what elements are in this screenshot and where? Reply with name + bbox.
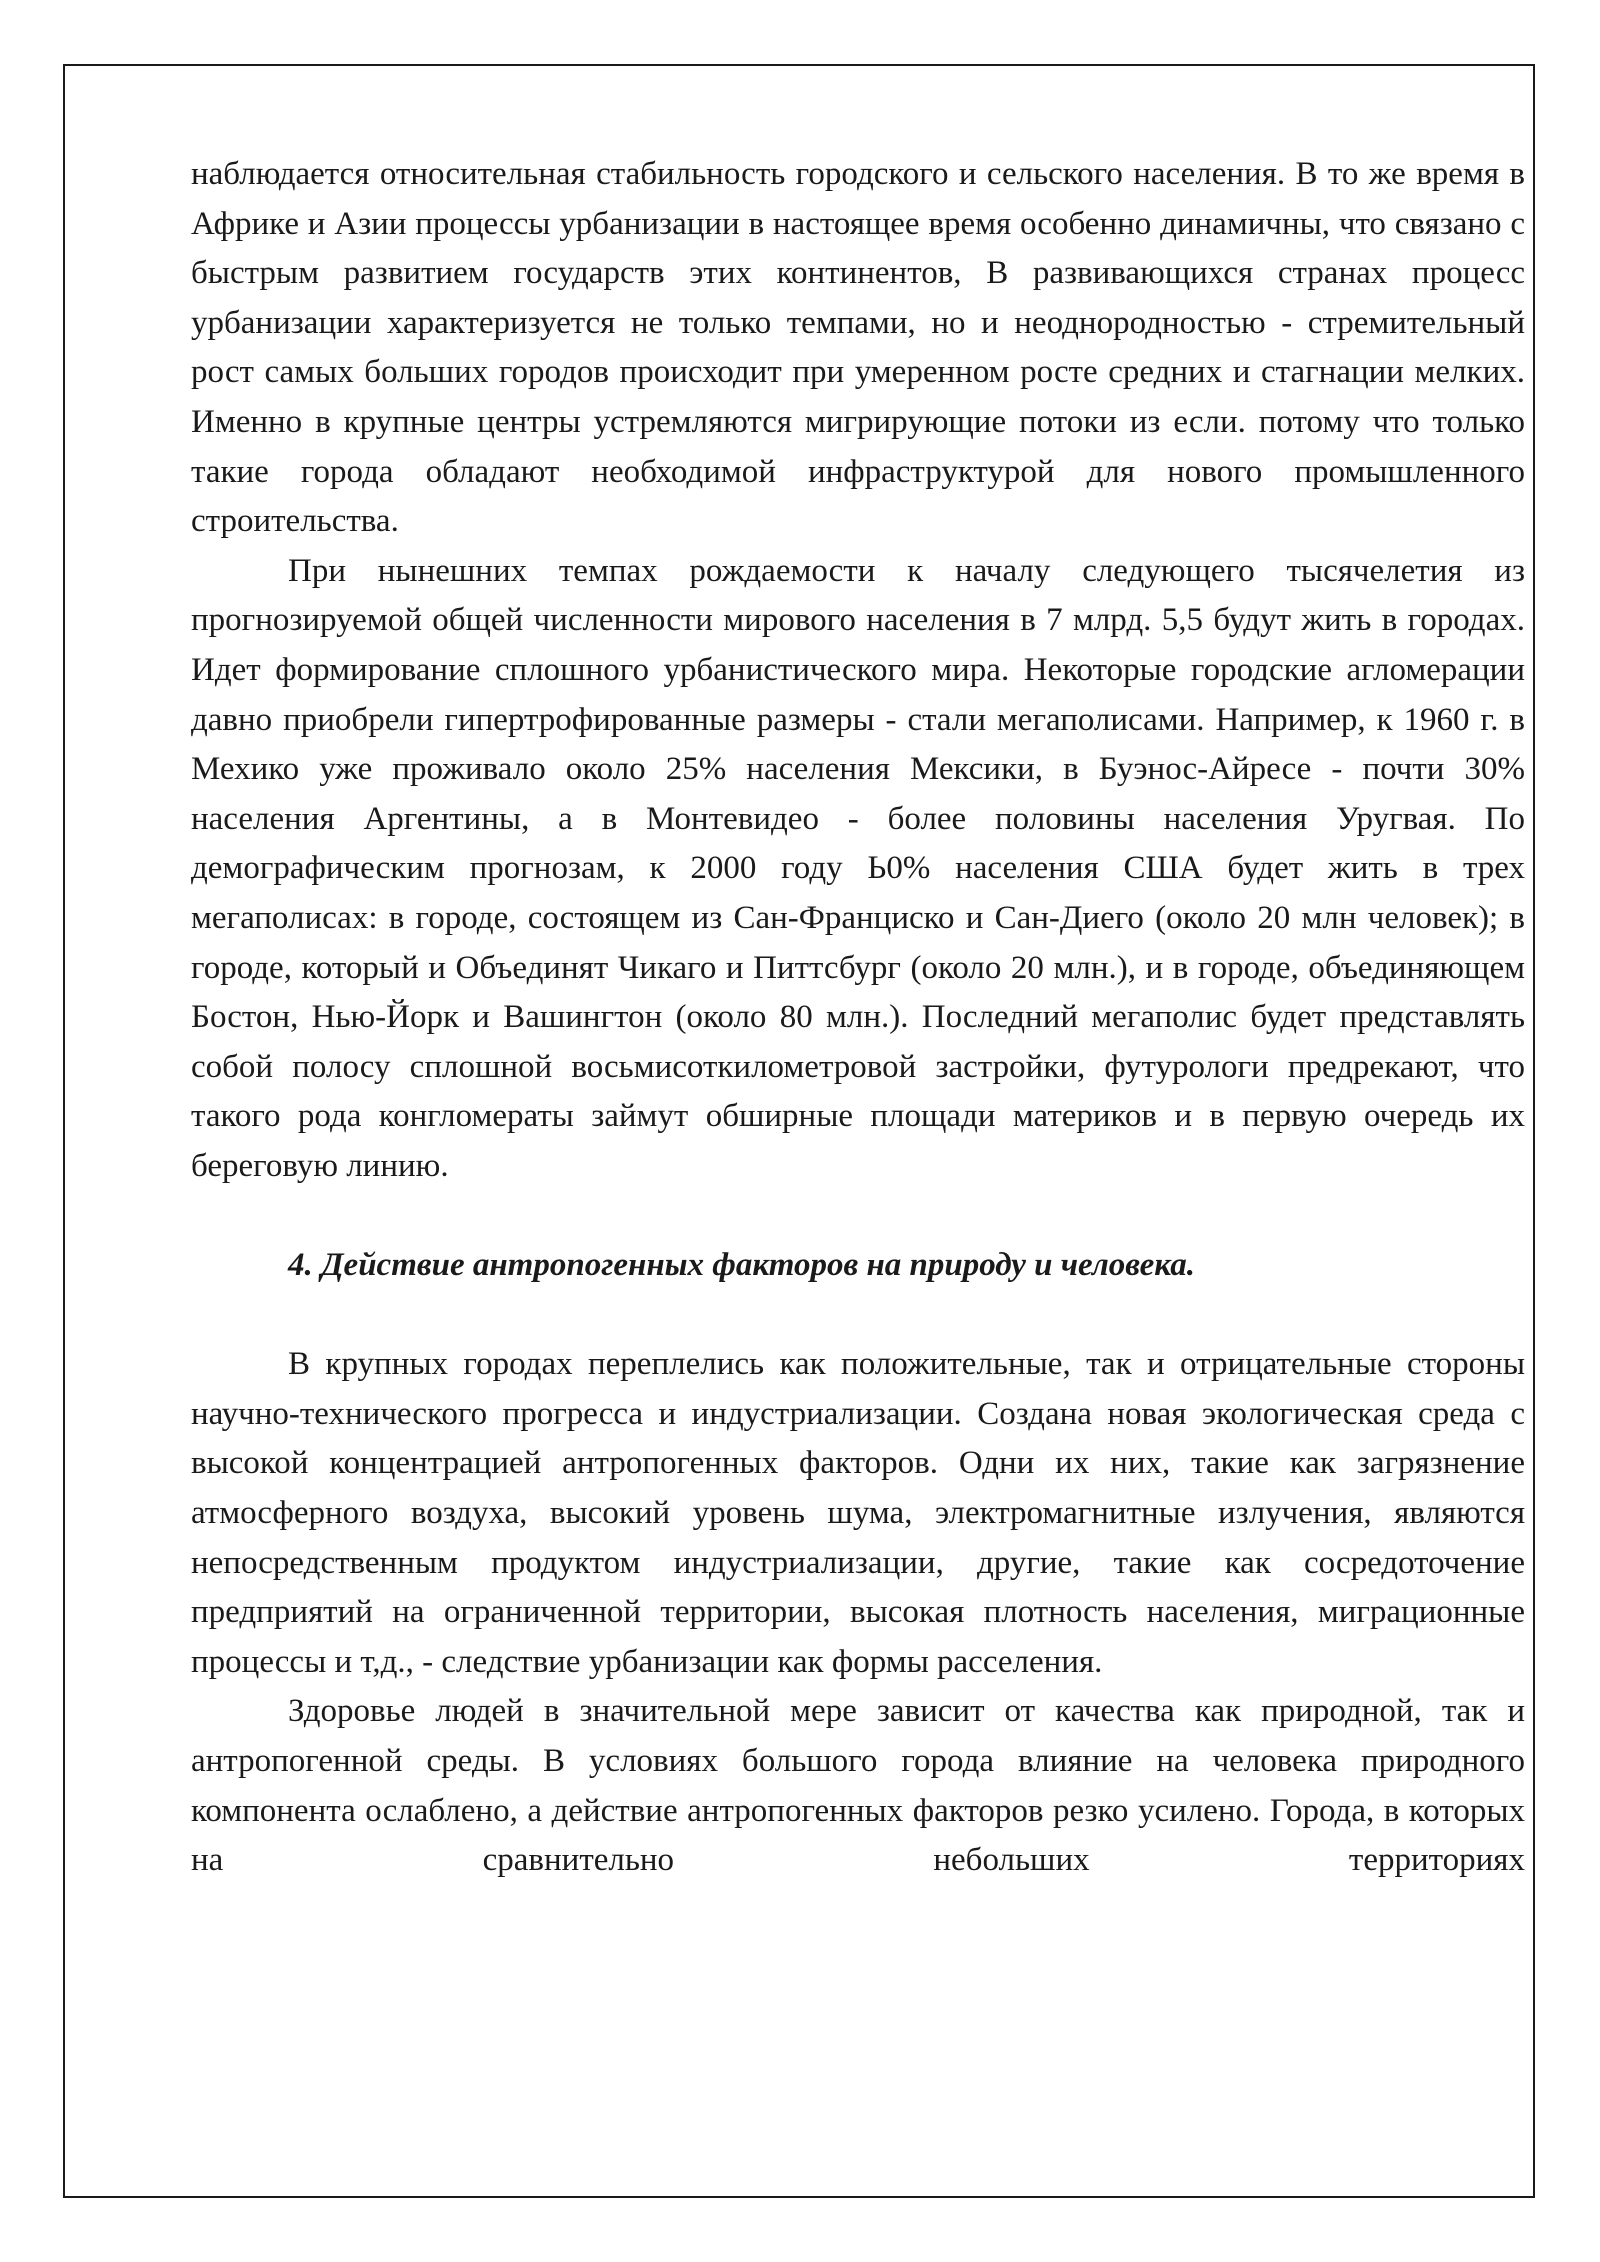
paragraph-urbanization-stability: наблюдается относительная стабильность городского и сельского населения. В то же время в Африке и Азии процессы урбанизации в настоящее время особенно динамичны, что связано с быстрым развитием государств этих континентов, В развивающихся странах процесс урбанизации характеризуется не только темпами, но и неоднородностью - стремительный рост самых больших городов происходит при умеренном росте средних и стагнации мелких. Именно в крупные центры устремляются мигрирующие потоки из если. потому что только такие города обладают необходимой инфраструктурой для нового промышленного строительства. — [191, 156, 1525, 540]
section-heading: 4. Действие антропогенных факторов на природу и человека. — [288, 1247, 1195, 1284]
paragraph-health-environment: Здоровье людей в значительной мере зависит от качества как природной, так и антропогенной среды. В условиях большого города влияние на человека природного компонента ослаблено, а действие антропогенных факторов резко усилено. Города, в которых на сравнительно небольших территориях — [191, 1693, 1525, 1879]
paragraph-anthropogenic-factors: В крупных городах переплелись как положительные, так и отрицательные стороны научно-технического прогресса и индустриализации. Создана новая экологическая среда с высокой концентрацией антропогенных факторов. Одни их них, такие как загрязнение атмосферного воздуха, высокий уровень шума, электромагнитные излучения, являются непосредственным продуктом индустриализации, другие, такие как сосредоточение предприятий на ограниченной территории, высокая плотность населения, миграционные процессы и т,д., - следствие урбанизации как формы расселения. — [191, 1346, 1525, 1680]
paragraph-megalopolis-forecast: При нынешних темпах рождаемости к началу следующего тысячелетия из прогнозируемой общей численности мирового населения в 7 млрд. 5,5 будут жить в городах. Идет формирование сплошного урбанистического мира. Некоторые городские агломерации давно приобрели гипертрофированные размеры - стали мегаполисами. Например, к 1960 г. в Мехико уже проживало около 25% населения Мексики, в Буэнос-Айресе - почти 30% населения Аргентины, а в Монтевидео - более половины населения Уругвая. По демографическим прогнозам, к 2000 году Ь0% населения США будет жить в трех мегаполисах: в городе, состоящем из Сан-Франциско и Сан-Диего (около 20 млн человек); в городе, который и Объединят Чикаго и Питтсбург (около 20 млн.), и в городе, объединяющем Бостон, Нью-Йорк и Вашингтон (около 80 млн.). Последний мегаполис будет представлять собой полосу сплошной восьмисоткилометровой застройки, футурологи предрекают, что такого рода конгломераты займут обширные площади материков и в первую очередь их береговую линию. — [191, 552, 1525, 1184]
document-body — [191, 150, 1525, 1886]
